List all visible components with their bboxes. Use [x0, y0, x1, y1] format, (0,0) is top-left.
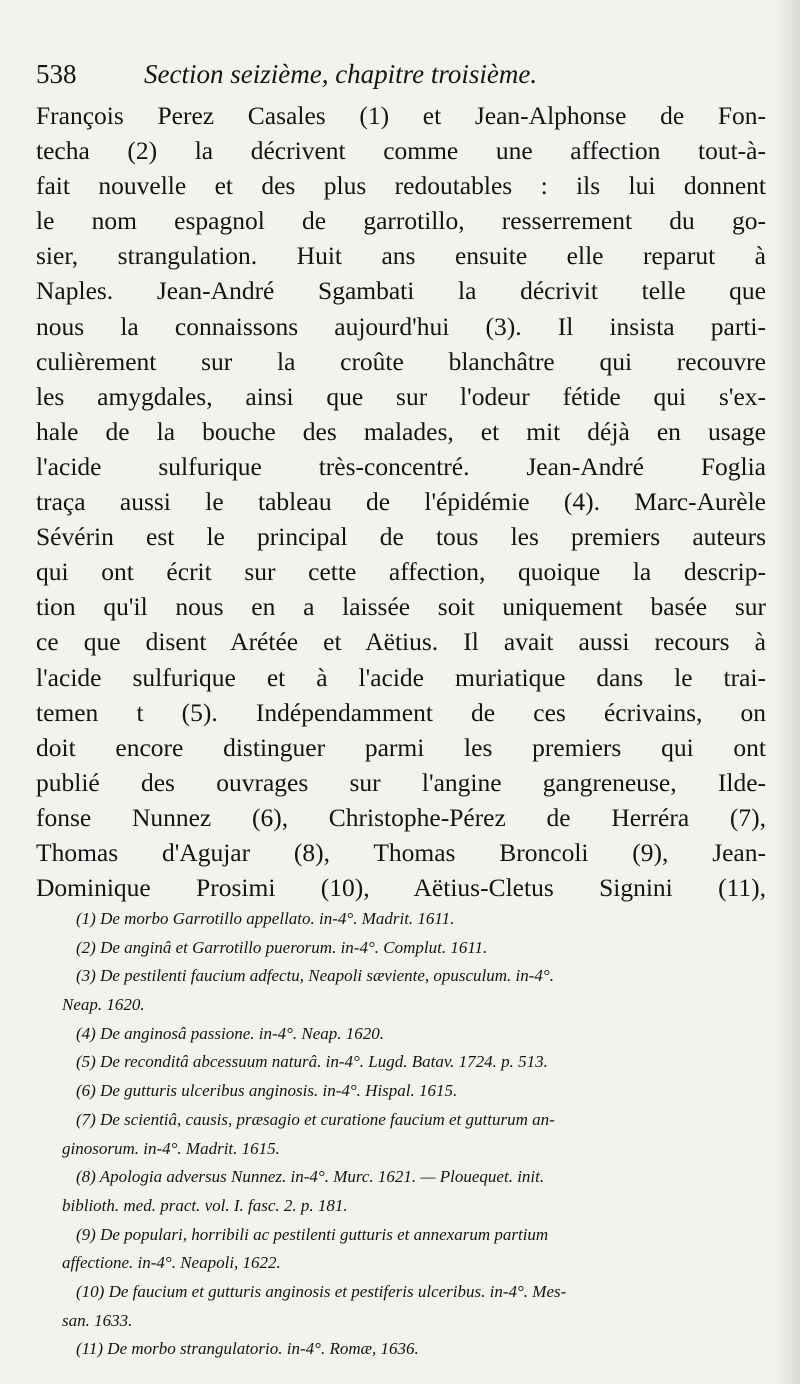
body-line: techa (2) la décrivent comme une affection tout-à-	[36, 136, 766, 166]
page-edge-shadow	[774, 0, 800, 1384]
body-line: ce que disent Arétée et Aëtius. Il avait aussi recours à	[36, 627, 766, 657]
footnote-1: (1) De morbo Garrotillo appellato. in-4°. Madrit. 1611.	[76, 909, 455, 928]
body-line: doit encore distinguer parmi les premiers qui ont	[36, 732, 766, 762]
body-line: Dominique Prosimi (10), Aëtius-Cletus Signini (11),	[36, 873, 766, 903]
body-text	[36, 98, 766, 905]
body-line: nous la connaissons aujourd'hui (3). Il insista parti-	[36, 311, 766, 341]
footnote-4: (4) De anginosâ passione. in-4°. Neap. 1620.	[76, 1023, 385, 1043]
footnotes	[62, 905, 777, 1364]
body-line: fait nouvelle et des plus redoutables : ils lui donnent	[36, 171, 766, 201]
body-line: l'acide sulfurique et à l'acide muriatique dans le trai-	[36, 662, 766, 692]
body-line: Sévérin est le principal de tous les premiers auteurs	[36, 522, 766, 552]
page-header	[36, 56, 756, 96]
body-line: Naples. Jean-André Sgambati la décrivit telle que	[36, 276, 766, 306]
footnote-5: (5) De reconditâ abcessuum naturâ. in-4°. Lugd. Batav. 1724. p. 513.	[76, 1052, 548, 1072]
footnote-11: (11) De morbo strangulatorio. in-4°. Romæ, 1636.	[76, 1339, 419, 1359]
body-line: hale de la bouche des malades, et mit déjà en usage	[36, 416, 766, 446]
footnote-8: (8) Apologia adversus Nunnez. in-4°. Murc. 1621. — Plouequet. init.	[76, 1167, 545, 1187]
body-line: tion qu'il nous en a laissée soit uniquement basée sur	[36, 592, 766, 622]
footnote-10-continuation: san. 1633.	[62, 1310, 133, 1330]
body-line: publié des ouvrages sur l'angine gangreneuse, Ilde-	[36, 767, 766, 797]
footnote-9: (9) De populari, horribili ac pestilenti gutturis et annexarum partium	[76, 1224, 549, 1244]
footnote-2: (2) De anginâ et Garrotillo puerorum. in-4°. Complut. 1611.	[76, 937, 488, 957]
footnote-7-continuation: ginosorum. in-4°. Madrit. 1615.	[62, 1138, 280, 1158]
body-line: fonse Nunnez (6), Christophe-Pérez de Herréra (7),	[36, 802, 766, 832]
body-line: traça aussi le tableau de l'épidémie (4). Marc-Aurèle	[36, 487, 766, 517]
body-line: qui ont écrit sur cette affection, quoique la descrip-	[36, 557, 766, 587]
body-line: le nom espagnol de garrotillo, resserrement du go-	[36, 206, 766, 236]
running-title: Section seizième, chapitre troisième.	[144, 59, 538, 89]
footnote-8-continuation: biblioth. med. pract. vol. I. fasc. 2. p. 181.	[62, 1195, 348, 1215]
page-number: 538	[36, 59, 77, 89]
body-line: temen t (5). Indépendamment de ces écrivains, on	[36, 697, 766, 727]
footnote-9-continuation: affectione. in-4°. Neapoli, 1622.	[62, 1253, 281, 1273]
footnote-7: (7) De scientiâ, causis, præsagio et curatione faucium et gutturum an-	[76, 1109, 555, 1129]
body-line: Thomas d'Agujar (8), Thomas Broncoli (9), Jean-	[36, 837, 766, 867]
body-line: sier, strangulation. Huit ans ensuite elle reparut à	[36, 241, 766, 271]
footnote-6: (6) De gutturis ulceribus anginosis. in-4°. Hispal. 1615.	[76, 1081, 458, 1101]
body-line: François Perez Casales (1) et Jean-Alphonse de Fon-	[36, 101, 766, 130]
footnote-3: (3) De pestilenti faucium adfectu, Neapoli sæviente, opusculum. in-4°.	[76, 966, 554, 986]
footnote-3-continuation: Neap. 1620.	[62, 995, 145, 1015]
body-line: l'acide sulfurique très-concentré. Jean-André Foglia	[36, 451, 766, 481]
footnote-10: (10) De faucium et gutturis anginosis et pestiferis ulceribus. in-4°. Mes-	[76, 1281, 567, 1301]
body-line: les amygdales, ainsi que sur l'odeur fétide qui s'ex-	[36, 381, 766, 411]
body-line: culièrement sur la croûte blanchâtre qui recouvre	[36, 346, 766, 376]
